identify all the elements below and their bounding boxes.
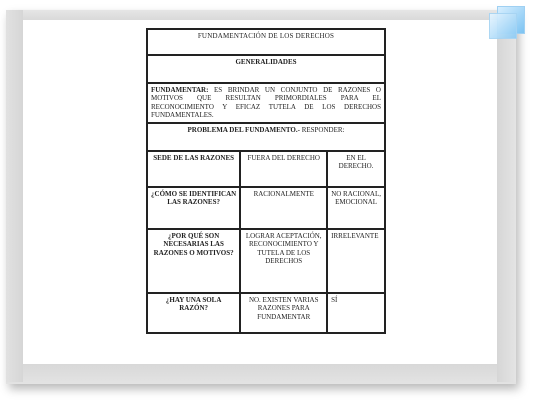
frame-border-right <box>497 10 516 382</box>
definition-cell <box>147 83 385 123</box>
frame-border-left <box>6 10 23 382</box>
frame-border-top <box>6 10 516 20</box>
answer-cell-col3: SÍ <box>327 293 385 333</box>
table-title-row <box>147 29 385 55</box>
answer-cell-col2: NO. EXISTEN VARIAS RAZONES PARA FUNDAMENTAR <box>240 293 327 333</box>
section-heading: GENERALIDADES <box>147 55 385 83</box>
question-cell: SEDE DE LAS RAZONES <box>147 151 240 187</box>
question-cell: ¿CÓMO SE IDENTIFICAN LAS RAZONES? <box>147 187 240 229</box>
answer-cell-col3: EN EL DERECHO. <box>327 151 385 187</box>
problem-text: RESPONDER: <box>299 126 345 134</box>
answer-cell-col3: IRRELEVANTE <box>327 229 385 293</box>
problem-row <box>147 123 385 151</box>
frame-border-bottom <box>6 364 516 384</box>
answer-cell-col2: FUERA DEL DERECHO <box>240 151 327 187</box>
answer-cell-col3: NO RACIONAL, EMOCIONAL <box>327 187 385 229</box>
table-row <box>147 151 385 187</box>
definition-text: ES BRINDAR UN CONJUNTO DE RAZONES O MOTIVOS QUE RESULTAN PRIMORDIALES PARA EL RECONOCIMIENTO Y EFICAZ TUTELA DE LOS DERECHOS FUNDAMENTALES. <box>151 86 381 120</box>
section-row <box>147 55 385 83</box>
table-row <box>147 293 385 333</box>
problem-label: PROBLEMA DEL FUNDAMENTO.- <box>187 126 300 134</box>
table-title: FUNDAMENTACIÓN DE LOS DERECHOS <box>147 29 385 55</box>
answer-cell-col2: RACIONALMENTE <box>240 187 327 229</box>
problem-cell <box>147 123 385 151</box>
definition-row <box>147 83 385 123</box>
table-row <box>147 229 385 293</box>
question-cell: ¿HAY UNA SOLA RAZÓN? <box>147 293 240 333</box>
definition-term: FUNDAMENTAR: <box>151 86 209 94</box>
question-cell: ¿POR QUÉ SON NECESARIAS LAS RAZONES O MOTIVOS? <box>147 229 240 293</box>
rights-foundation-table <box>146 28 386 334</box>
corner-square-front <box>489 13 517 39</box>
answer-cell-col2: LOGRAR ACEPTACIÓN, RECONOCIMIENTO Y TUTELA DE LOS DERECHOS <box>240 229 327 293</box>
table-row <box>147 187 385 229</box>
window-corner-icon[interactable] <box>489 6 525 38</box>
